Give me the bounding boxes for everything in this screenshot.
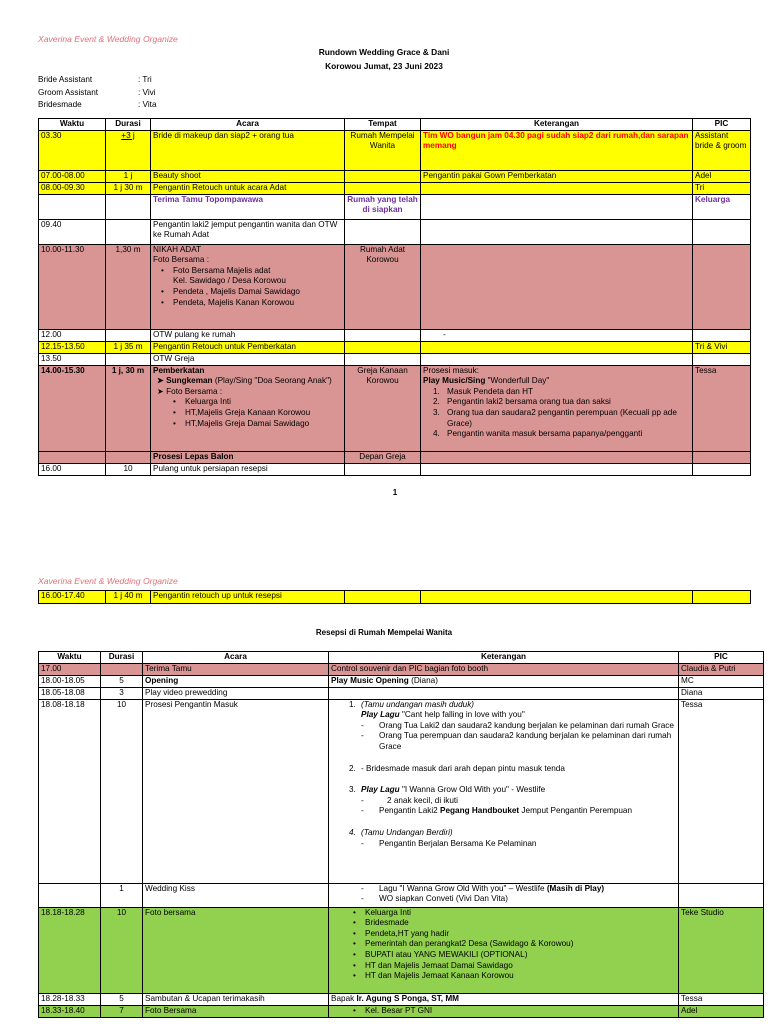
table-row: 18.00-18.05 5 Opening Play Music Opening (Diana) MC xyxy=(39,675,764,687)
col-header: Acara xyxy=(143,652,329,664)
procession-list: 1. Masuk Pendeta dan HT 2. Pengantin laki2 bersama orang tua dan saksi 3. Orang tua dan saudara2 pengantin perempuan (Kecuali pp ade Grace) 4. Pengantin wanita masuk bersama papanya/pengganti xyxy=(423,387,690,440)
table-row: 14.00-15.30 1 j, 30 m Pemberkatan ➤ Sungkeman (Play/Sing "Doa Seorang Anak") ➤ Foto Bersama : • Keluarga Inti • HT,Majelis Greja Kanaan Korowou • HT,Majelis Greja Damai Sawidago Greja Kanaan Korowou Prosesi masuk: Play Music/Sing "Wonderfull Day" 1. Masuk Pendeta dan HT 2. Pengantin laki2 bersama orang tua dan saksi 3. Orang tua dan saudara2 pengantin perempuan (Kecuali pp ade Grace) 4. Pengantin wanita masuk bersama papanya/pengganti Tessa xyxy=(39,365,751,451)
table-header-row xyxy=(39,652,764,664)
assistant-row: Bride Assistant : Tri xyxy=(38,75,152,84)
table-row: 07.00-08.00 1 j Beauty shoot Pengantin pakai Gown Pemberkatan Adel xyxy=(39,170,751,182)
table-row: 18.33-18.40 7 Foto Bersama • Kel. Besar PT GNI Adel xyxy=(39,1005,764,1017)
document-title: Rundown Wedding Grace & Dani xyxy=(318,47,450,57)
document-date: Korowou Jumat, 23 Juni 2023 xyxy=(325,61,443,71)
col-header: PIC xyxy=(693,119,751,131)
table-row: 09.40 Pengantin laki2 jemput pengantin wanita dan OTW ke Rumah Adat xyxy=(39,219,751,244)
table-row: 12.15-13.50 1 j 35 m Pengantin Retouch untuk Pemberkatan Tri & Vivi xyxy=(39,341,751,353)
table-row: 08.00-09.30 1 j 30 m Pengantin Retouch untuk acara Adat Tri xyxy=(39,182,751,194)
section-title: Resepsi di Rumah Mempelai Wanita xyxy=(315,628,453,637)
table-row: 16.00 10 Pulang untuk persiapan resepsi xyxy=(39,463,751,475)
reception-table xyxy=(38,651,764,1018)
table-row: 13.50 OTW Greja xyxy=(39,353,751,365)
assistant-row: Bridesmade : Vita xyxy=(38,100,157,109)
assistant-list xyxy=(38,74,157,112)
photo-list: • Foto Bersama Majelis adat Kel. Sawidago / Desa Korowou • Pendeta , Majelis Damai Sawidago • Pendeta, Majelis Kanan Korowou xyxy=(153,266,342,308)
table-row: 12.00 OTW pulang ke rumah - xyxy=(39,329,751,341)
table-row: Prosesi Lepas Balon Depan Greja xyxy=(39,451,751,463)
table-header-row xyxy=(39,119,751,131)
page-number: 1 xyxy=(392,488,398,497)
table-row: 18.18-18.28 10 Foto bersama • Keluarga Inti • Bridesmade • Pendeta,HT yang hadir • Pemerintah dan perangkat2 Desa (Sawidago & Korowou) • BUPATI atau YANG MEWAKILI (OPTIONAL) • HT dan Majelis Jemaat Damai Sawidago • HT dan Majelis Jemaat Kanaan Korowou Teke Studio xyxy=(39,907,764,993)
col-header: PIC xyxy=(679,652,764,664)
table-row: 17.00 Terima Tamu Control souvenir dan PIC bagian foto booth Claudia & Putri xyxy=(39,663,764,675)
col-header: Keterangan xyxy=(421,119,693,131)
table-row: Terima Tamu Topompawawa Rumah yang telah di siapkan Keluarga xyxy=(39,194,751,219)
photo-list: • Keluarga Inti • Bridesmade • Pendeta,HT yang hadir • Pemerintah dan perangkat2 Desa (Sawidago & Korowou) • BUPATI atau YANG MEWAKILI (OPTIONAL) • HT dan Majelis Jemaat Damai Sawidago • HT dan Majelis Jemaat Kanaan Korowou xyxy=(345,908,676,982)
col-header: Durasi xyxy=(101,652,143,664)
rundown-table xyxy=(38,118,751,476)
col-header: Durasi xyxy=(106,119,151,131)
col-header: Keterangan xyxy=(329,652,679,664)
photo-list: • Keluarga Inti • HT,Majelis Greja Kanaan Korowou • HT,Majelis Greja Damai Sawidago xyxy=(153,397,342,429)
table-row: 16.00-17.40 1 j 40 m Pengantin retouch up untuk resepsi xyxy=(39,591,751,604)
procession-list: - Orang Tua Laki2 dan saudara2 kandung berjalan ke pelaminan dari rumah Grace - Orang Tua perempuan dan saudara2 kandung berjalan ke pelaminan dari rumah Grace xyxy=(345,721,676,753)
table-row: 03.30 +3 j Bride di makeup dan siap2 + orang tua Rumah Mempelai Wanita Tim WO bangun jam 04.30 pagi sudah siap2 dari rumah,dan sarapan memang Assistant bride & groom xyxy=(39,130,751,170)
brand-header: Xaverina Event & Wedding Organize xyxy=(38,34,178,44)
retouch-table xyxy=(38,590,751,604)
col-header: Acara xyxy=(151,119,345,131)
col-header: Waktu xyxy=(39,119,106,131)
table-row: 18.28-18.33 5 Sambutan & Ucapan terimakasih Bapak Ir. Agung S Ponga, ST, MM Tessa xyxy=(39,993,764,1005)
table-row: 10.00-11.30 1,30 m NIKAH ADAT Foto Bersama : • Foto Bersama Majelis adat Kel. Sawidago / Desa Korowou • Pendeta , Majelis Damai Sawidago • Pendeta, Majelis Kanan Korowou Rumah Adat Korowou xyxy=(39,244,751,329)
col-header: Tempat xyxy=(345,119,421,131)
table-row: 18.05-18.08 3 Play video prewedding Diana xyxy=(39,687,764,699)
col-header: Waktu xyxy=(39,652,101,664)
table-row: 18.08-18.18 10 Prosesi Pengantin Masuk 1. (Tamu undangan masih duduk) Play Lagu "Cant help falling in love with you" - Orang Tua Laki2 dan saudara2 kandung berjalan ke pelaminan dari rumah Grace - Orang Tua perempuan dan saudara2 kandung berjalan ke pelaminan dari rumah Grace 2. - Bridesmade masuk dari arah depan pintu masuk tenda 3. Play Lagu "I Wanna Grow Old With you" - Westlife - 2 anak kecil, di ikuti - Pengantin Laki2 Pegang Handbouket Jemput Pengantin Perempuan 4. (Tamu Undangan Berdiri) - Pengantin Berjalan Bersama Ke Pelaminan Tessa xyxy=(39,699,764,883)
assistant-row: Groom Assistant : Vivi xyxy=(38,87,156,97)
table-row: 1 Wedding Kiss - Lagu "I Wanna Grow Old With you" – Westlife (Masih di Play) - WO siapkan Conveti (Vivi Dan Vita) xyxy=(39,883,764,907)
brand-header: Xaverina Event & Wedding Organize xyxy=(38,576,178,586)
